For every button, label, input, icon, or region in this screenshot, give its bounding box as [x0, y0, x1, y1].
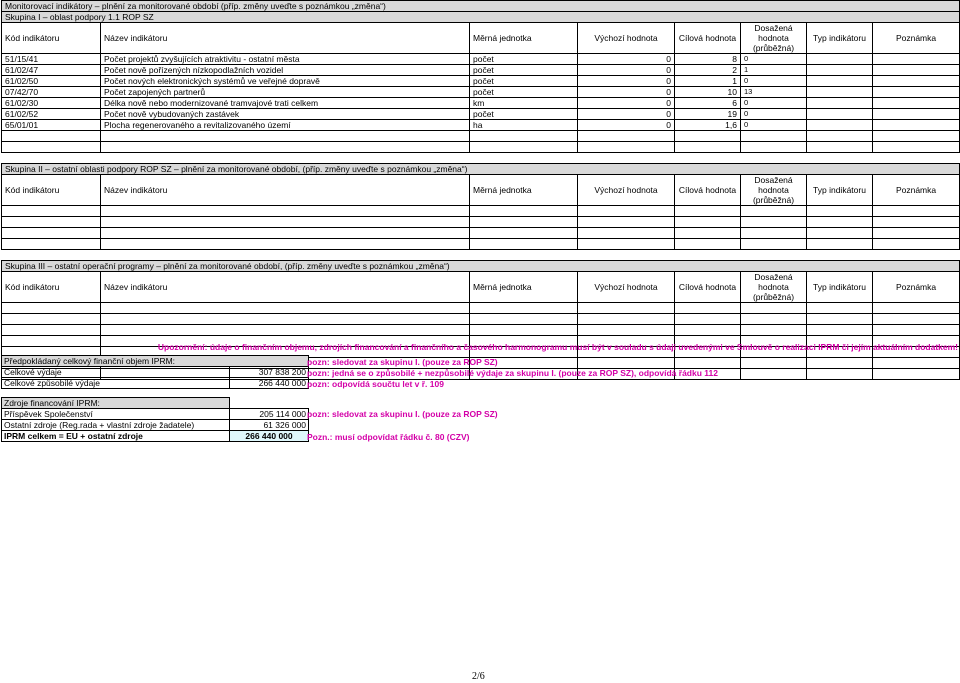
indicator-initial: 0 — [578, 109, 675, 120]
indicator-achieved: 1 — [741, 65, 807, 76]
indicator-name: Počet projektů zvyšujících atraktivitu - ostatní města — [101, 54, 470, 65]
empty-cell — [807, 314, 873, 325]
indicator-unit: počet — [470, 76, 578, 87]
eu-value: 205 114 000 — [230, 409, 309, 420]
page-number: 2/6 — [472, 671, 485, 682]
indicator-note — [873, 76, 960, 87]
empty-cell — [873, 314, 960, 325]
table-row — [2, 303, 960, 314]
group3-header-row — [2, 272, 960, 303]
col-initial: Výchozí hodnota — [578, 175, 675, 206]
sum-label: IPRM celkem = EU + ostatní zdroje — [2, 431, 230, 442]
indicator-code: 65/01/01 — [2, 120, 101, 131]
group2-rows — [2, 206, 960, 250]
empty-cell — [675, 131, 741, 142]
empty-cell — [873, 239, 960, 250]
empty-cell — [675, 325, 741, 336]
empty-cell — [101, 217, 470, 228]
eligible-label: Celkové způsobilé výdaje — [2, 378, 230, 389]
empty-cell — [2, 239, 101, 250]
col-type: Typ indikátoru — [807, 23, 873, 54]
col-type: Typ indikátoru — [807, 272, 873, 303]
group2-header-row — [2, 175, 960, 206]
empty-cell — [578, 206, 675, 217]
finance-heading: Předpokládaný celkový finanční objem IPRM: — [2, 356, 309, 367]
empty-cell — [873, 206, 960, 217]
indicator-code: 07/42/70 — [2, 87, 101, 98]
indicator-name: Počet nových elektronických systémů ve veřejné dopravě — [101, 76, 470, 87]
table-row — [2, 142, 960, 153]
eu-label: Příspěvek Společenství — [2, 409, 230, 420]
empty-cell — [873, 303, 960, 314]
empty-cell — [675, 206, 741, 217]
indicator-achieved: 0 — [741, 120, 807, 131]
empty-cell — [807, 239, 873, 250]
indicator-target: 10 — [675, 87, 741, 98]
col-achieved: Dosažená hodnota (průběžná) — [741, 175, 807, 206]
empty-cell — [101, 303, 470, 314]
table-row — [2, 87, 960, 98]
spacer-row — [2, 250, 960, 261]
indicator-type — [807, 87, 873, 98]
indicator-achieved: 0 — [741, 98, 807, 109]
indicator-target: 6 — [675, 98, 741, 109]
sources-heading: Zdroje financování IPRM: — [2, 398, 230, 409]
eligible-value: 266 440 000 — [230, 378, 309, 389]
indicator-note — [873, 65, 960, 76]
empty-cell — [741, 239, 807, 250]
empty-cell — [807, 358, 873, 369]
other-label: Ostatní zdroje (Reg.rada + vlastní zdroje žadatele) — [2, 420, 230, 431]
empty-cell — [675, 303, 741, 314]
indicator-code: 61/02/47 — [2, 65, 101, 76]
empty-cell — [101, 325, 470, 336]
empty-cell — [741, 217, 807, 228]
empty-cell — [741, 228, 807, 239]
empty-cell — [873, 142, 960, 153]
table-row — [2, 228, 960, 239]
table-row — [2, 109, 960, 120]
empty-cell — [741, 358, 807, 369]
table-row — [2, 131, 960, 142]
indicator-achieved: 13 — [741, 87, 807, 98]
sources-note-1: pozn: sledovat za skupinu I. (pouze za ROP SZ) — [307, 409, 498, 419]
empty-cell — [2, 314, 101, 325]
col-name: Název indikátoru — [101, 272, 470, 303]
total-label: Celkové výdaje — [2, 367, 230, 378]
table-row — [2, 98, 960, 109]
total-value: 307 838 200 — [230, 367, 309, 378]
empty-cell — [101, 314, 470, 325]
indicator-code: 61/02/52 — [2, 109, 101, 120]
indicator-initial: 0 — [578, 54, 675, 65]
indicator-unit: počet — [470, 87, 578, 98]
col-code: Kód indikátoru — [2, 23, 101, 54]
col-initial: Výchozí hodnota — [578, 23, 675, 54]
empty-cell — [741, 206, 807, 217]
indicator-type — [807, 65, 873, 76]
finance-table — [1, 355, 309, 389]
indicator-name: Počet nově pořízených nízkopodlažních vozidel — [101, 65, 470, 76]
empty-cell — [675, 228, 741, 239]
table-row — [2, 314, 960, 325]
indicator-note — [873, 120, 960, 131]
indicator-unit: ha — [470, 120, 578, 131]
col-note: Poznámka — [873, 23, 960, 54]
empty-cell — [873, 358, 960, 369]
empty-cell — [741, 314, 807, 325]
indicator-note — [873, 54, 960, 65]
empty-cell — [807, 131, 873, 142]
sources-table — [1, 397, 309, 442]
empty-cell — [101, 142, 470, 153]
indicator-type — [807, 76, 873, 87]
empty-cell — [101, 239, 470, 250]
empty-cell — [741, 325, 807, 336]
group1-rows — [2, 54, 960, 153]
table-row — [2, 120, 960, 131]
indicator-type — [807, 109, 873, 120]
table-row — [2, 65, 960, 76]
table-title: Monitorovací indikátory – plnění za monitorované období (příp. změny uveďte s poznámkou „změna“) — [2, 1, 960, 12]
indicator-target: 19 — [675, 109, 741, 120]
col-unit: Měrná jednotka — [470, 175, 578, 206]
col-target: Cílová hodnota — [675, 272, 741, 303]
indicator-code: 61/02/30 — [2, 98, 101, 109]
empty-cell — [578, 228, 675, 239]
indicator-initial: 0 — [578, 120, 675, 131]
empty-cell — [470, 206, 578, 217]
spacer-row — [2, 153, 960, 164]
empty-cell — [578, 239, 675, 250]
finance-note-1: pozn: sledovat za skupinu I. (pouze za ROP SZ) — [307, 357, 498, 367]
indicator-type — [807, 54, 873, 65]
empty-cell — [741, 303, 807, 314]
empty-cell — [470, 314, 578, 325]
empty-cell — [578, 131, 675, 142]
table-row — [2, 239, 960, 250]
empty-cell — [675, 239, 741, 250]
empty-cell — [470, 228, 578, 239]
indicator-target: 8 — [675, 54, 741, 65]
indicator-target: 1,6 — [675, 120, 741, 131]
col-target: Cílová hodnota — [675, 175, 741, 206]
empty-cell — [578, 303, 675, 314]
empty-cell — [101, 228, 470, 239]
empty-cell — [873, 131, 960, 142]
indicator-name: Délka nově nebo modernizované tramvajové trati celkem — [101, 98, 470, 109]
col-code: Kód indikátoru — [2, 175, 101, 206]
empty-cell — [807, 142, 873, 153]
table-row — [2, 325, 960, 336]
empty-cell — [807, 325, 873, 336]
empty-cell — [470, 239, 578, 250]
empty-cell — [807, 206, 873, 217]
col-achieved: Dosažená hodnota (průběžná) — [741, 23, 807, 54]
indicator-table — [1, 0, 960, 380]
empty-cell — [741, 131, 807, 142]
empty-cell — [675, 358, 741, 369]
col-name: Název indikátoru — [101, 23, 470, 54]
table-row — [2, 76, 960, 87]
empty-cell — [807, 369, 873, 380]
table-row — [2, 217, 960, 228]
other-value: 61 326 000 — [230, 420, 309, 431]
group1-header-row — [2, 23, 960, 54]
empty-cell — [2, 325, 101, 336]
indicator-achieved: 0 — [741, 109, 807, 120]
finance-note-3: pozn: odpovídá součtu let v ř. 109 — [307, 379, 444, 389]
indicator-unit: počet — [470, 54, 578, 65]
indicator-note — [873, 109, 960, 120]
indicator-target: 1 — [675, 76, 741, 87]
empty-cell — [470, 325, 578, 336]
sources-note-2: Pozn.: musí odpovídat řádku č. 80 (CZV) — [307, 432, 470, 442]
empty-cell — [470, 142, 578, 153]
col-unit: Měrná jednotka — [470, 272, 578, 303]
indicator-name: Plocha regenerovaného a revitalizovaného území — [101, 120, 470, 131]
col-note: Poznámka — [873, 272, 960, 303]
group3-title: Skupina III – ostatní operační programy – plnění za monitorované období, (příp. změny uveďte s poznámkou „změna“) — [2, 261, 960, 272]
empty-cell — [741, 142, 807, 153]
indicator-note — [873, 87, 960, 98]
empty-cell — [675, 142, 741, 153]
empty-cell — [578, 142, 675, 153]
empty-cell — [101, 206, 470, 217]
empty-cell — [470, 217, 578, 228]
empty-cell — [578, 217, 675, 228]
empty-cell — [2, 228, 101, 239]
empty-cell — [2, 206, 101, 217]
empty-cell — [2, 142, 101, 153]
indicator-unit: km — [470, 98, 578, 109]
indicator-achieved: 0 — [741, 76, 807, 87]
empty-cell — [2, 303, 101, 314]
col-note: Poznámka — [873, 175, 960, 206]
indicator-code: 61/02/50 — [2, 76, 101, 87]
group1-title: Skupina I – oblast podpory 1.1 ROP SZ — [2, 12, 960, 23]
empty-cell — [873, 228, 960, 239]
col-achieved: Dosažená hodnota (průběžná) — [741, 272, 807, 303]
empty-cell — [2, 131, 101, 142]
table-row — [2, 206, 960, 217]
indicator-unit: počet — [470, 109, 578, 120]
empty-cell — [578, 358, 675, 369]
indicator-target: 2 — [675, 65, 741, 76]
col-target: Cílová hodnota — [675, 23, 741, 54]
empty-cell — [807, 228, 873, 239]
finance-note-2: pozn: jedná se o způsobilé + nezpůsobilé výdaje za skupinu I. (pouze za ROP SZ), odpovídá řádku 112 — [307, 368, 718, 378]
col-initial: Výchozí hodnota — [578, 272, 675, 303]
indicator-initial: 0 — [578, 98, 675, 109]
empty-cell — [741, 369, 807, 380]
col-code: Kód indikátoru — [2, 272, 101, 303]
indicator-name: Počet nově vybudovaných zastávek — [101, 109, 470, 120]
empty-cell — [873, 217, 960, 228]
indicator-code: 51/15/41 — [2, 54, 101, 65]
indicator-name: Počet zapojených partnerů — [101, 87, 470, 98]
empty-cell — [470, 303, 578, 314]
empty-cell — [101, 131, 470, 142]
indicator-unit: počet — [470, 65, 578, 76]
warning-text: Upozornění: údaje o finančním objemu, zdrojích financování a finančního a časového harmonogramu musí být v souladu s údaji uvedenými ve Smlouvě o realizaci IPRM či jejím aktuálním dodatkem! — [157, 342, 958, 352]
indicator-initial: 0 — [578, 87, 675, 98]
empty-cell — [807, 303, 873, 314]
col-name: Název indikátoru — [101, 175, 470, 206]
group2-title: Skupina II – ostatní oblasti podpory ROP SZ – plnění za monitorované období, (příp. změny uveďte s poznámkou „změna“) — [2, 164, 960, 175]
empty-cell — [675, 314, 741, 325]
indicator-type — [807, 98, 873, 109]
col-type: Typ indikátoru — [807, 175, 873, 206]
empty-cell — [2, 217, 101, 228]
empty-cell — [873, 325, 960, 336]
col-unit: Měrná jednotka — [470, 23, 578, 54]
empty-cell — [873, 369, 960, 380]
empty-cell — [470, 131, 578, 142]
empty-cell — [578, 325, 675, 336]
indicator-initial: 0 — [578, 65, 675, 76]
indicator-note — [873, 98, 960, 109]
sum-value: 266 440 000 — [230, 431, 309, 442]
empty-cell — [807, 217, 873, 228]
indicator-type — [807, 120, 873, 131]
indicator-initial: 0 — [578, 76, 675, 87]
empty-cell — [675, 217, 741, 228]
table-row — [2, 54, 960, 65]
indicator-achieved: 0 — [741, 54, 807, 65]
empty-cell — [578, 314, 675, 325]
